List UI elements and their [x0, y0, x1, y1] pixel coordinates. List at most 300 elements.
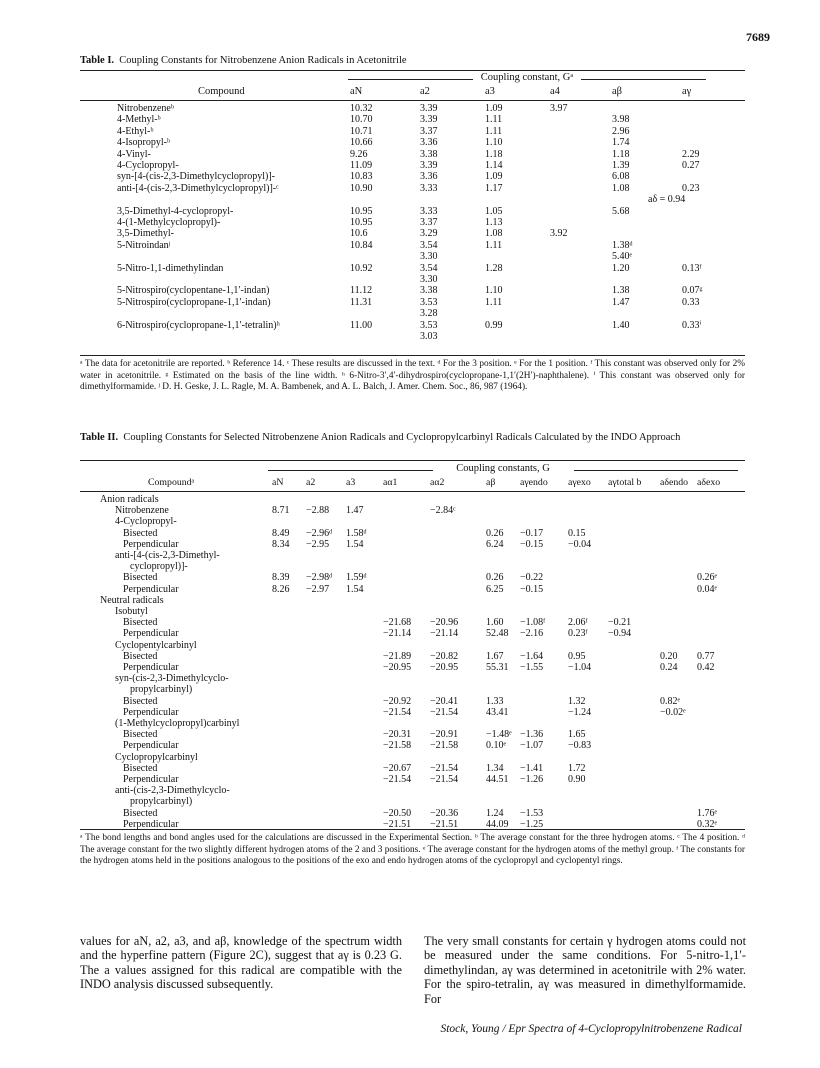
table1-cell: 3.36	[420, 171, 438, 183]
body-right-column: The very small constants for certain γ hydrogen atoms could not be measured under the same conditions. For 5-nitro-1,1′-dimethylindan, aγ was determined in acetonitrile with 2% water. For the spiro-tetralin, aγ was measured in dimethylformamide. For	[424, 934, 746, 1006]
table2-cell: −0.04	[568, 538, 592, 550]
table2-cell: 0.95	[568, 650, 586, 662]
table2-row	[0, 774, 820, 785]
table2-cell: 1.65	[568, 729, 586, 741]
table1-cell: 0.33	[682, 296, 700, 308]
table1-cell: 2.96	[612, 125, 630, 137]
table1-row	[0, 126, 820, 137]
table2-row	[0, 684, 820, 695]
table1-row	[0, 240, 820, 251]
table2-compound: Perpendicular	[123, 538, 179, 550]
table2-cell: 1.72	[568, 762, 586, 774]
table1-cell: 1.38ᵈ	[612, 239, 633, 251]
table1-cell: 10.66	[350, 137, 373, 149]
table2-label: Table II.	[80, 432, 119, 443]
table1-cell: 10.84	[350, 239, 373, 251]
table2-col-header: aN	[272, 477, 284, 488]
table2-cell: 8.34	[272, 538, 290, 550]
table2-cell: 8.39	[272, 572, 290, 584]
table2-row	[0, 584, 820, 595]
table2-cell: −20.95	[430, 662, 459, 673]
table2-row	[0, 662, 820, 673]
table2-cell: 52.48	[486, 628, 509, 640]
table1-cell: 3.33	[420, 205, 438, 217]
table2-header-rule	[80, 491, 745, 492]
table2-cell: −0.22	[520, 572, 544, 584]
table2-row	[0, 752, 820, 763]
table1-compound: 3,5-Dimethyl-	[117, 228, 174, 240]
table1-cell: 10.6	[350, 228, 368, 240]
table2-compound: propylcarbinyl)	[130, 796, 193, 808]
table1-row	[0, 297, 820, 308]
table2-cell: 2.06ᶠ	[568, 617, 588, 629]
table2-cell: −1.08ᶠ	[520, 617, 546, 629]
table1-cell: 3.30	[420, 251, 438, 263]
table1-cell: 3.28	[420, 308, 438, 320]
table2-compound: Cyclopentylcarbinyl	[115, 639, 197, 651]
table1-compound: 3,5-Dimethyl-4-cyclopropyl-	[117, 205, 234, 217]
table1-cell: 3.39	[420, 160, 438, 171]
body-left-column: values for aN, a2, a3, and aβ, knowledge of the spectrum width and the hyperfine pattern (Figure 2C), suggest that aγ is 0.23 G. The a values assigned for this radical are compatible with the INDO analysis discussed subsequently.	[80, 934, 402, 992]
table2-cell: −20.67	[383, 762, 412, 774]
table1-compound: 4-Cyclopropyl-	[117, 160, 179, 171]
table2-cell: −2.16	[520, 628, 544, 640]
table2-cell: −1.48ᵉ	[486, 729, 512, 741]
table1-cell: 11.00	[350, 319, 373, 331]
table1-cell: 3.38	[420, 285, 438, 297]
table2-compound: Bisected	[123, 650, 158, 662]
table1-compound: 4-Vinyl-	[117, 148, 151, 160]
table1-row	[0, 160, 820, 171]
table2-cell: −1.26	[520, 774, 544, 785]
table2-cell: −0.02ᵉ	[660, 706, 686, 718]
table1-row	[0, 137, 820, 148]
table1-footnote: ᵃ The data for acetonitrile are reported. ᵇ Reference 14. ᶜ These results are discussed in the text. ᵈ For the 3 position. ᵉ For the 1 position. ᶠ This constant was observed only for 2% water in acetonitrile. ᵍ Estimated on the basis of the line width. ʰ 6-Nitro-3′,4′-dihydrospiro(cyclopropane-1,1′(2H′)-naphthalene). ⁱ This constant was observed only for dimethylformamide. ʲ D. H. Geske, J. L. Ragle, M. A. Bambenek, and A. L. Balch, J. Amer. Chem. Soc., 86, 987 (1964).	[80, 359, 745, 392]
table2-cell: 1.59ᵈ	[346, 572, 367, 584]
table2-compound: 4-Cyclopropyl-	[115, 516, 177, 528]
table1-cell: 0.99	[485, 319, 503, 331]
table1-cell: 1.38	[612, 285, 630, 297]
table2-compound: Bisected	[123, 762, 158, 774]
table2-cell: −21.54	[430, 774, 459, 785]
table1-row	[0, 183, 820, 194]
table1-row	[0, 308, 820, 319]
table2-cell: 1.47	[346, 505, 364, 517]
table2-cell: −20.41	[430, 695, 459, 707]
table1-caption-text: Coupling Constants for Nitrobenzene Anion Radicals in Acetonitrile	[119, 55, 407, 66]
table1-row	[0, 194, 820, 205]
table2-cell: −1.64	[520, 650, 544, 662]
table2-row	[0, 707, 820, 718]
table1-cell: 1.09	[485, 103, 503, 114]
table2-compound: Perpendicular	[123, 628, 179, 640]
table1-caption	[80, 55, 750, 67]
table2-cell: 43.41	[486, 706, 509, 718]
table2-row	[0, 808, 820, 819]
table2-cell: 0.90	[568, 774, 586, 785]
table1-compound: syn-[4-(cis-2,3-Dimethylcyclopropyl)]-	[117, 171, 276, 183]
table2-cell: −2.98ᵈ	[306, 572, 333, 584]
table2-cell: 1.24	[486, 807, 504, 819]
table1-compound: Nitrobenzeneᵇ	[117, 103, 174, 114]
table2-cell: −1.04	[568, 662, 592, 673]
table2-compound: Perpendicular	[123, 740, 179, 752]
table1-row	[0, 251, 820, 262]
table1-cell: 1.11	[485, 125, 503, 137]
table1-cell: 1.17	[485, 182, 503, 194]
table2-col-header: aα1	[383, 477, 398, 488]
table1-cell: 1.09	[485, 171, 503, 183]
table2-col-header: a3	[346, 477, 356, 488]
table2-cell: 1.32	[568, 695, 586, 707]
table2-caption	[80, 432, 750, 444]
table2-cell: 0.77	[697, 650, 715, 662]
table1-cell: 1.14	[485, 160, 503, 171]
table2-row	[0, 528, 820, 539]
table1-cell: 1.18	[485, 148, 503, 160]
table1-row	[0, 206, 820, 217]
table1-cell: 10.70	[350, 114, 373, 126]
table1-cell: 10.90	[350, 182, 373, 194]
table1-cell: 11.31	[350, 296, 373, 308]
table1-cell: 1.39	[612, 160, 630, 171]
table2-cell: −21.54	[430, 706, 459, 718]
table1-cell: 11.09	[350, 160, 373, 171]
table1-cell: 3.39	[420, 103, 438, 114]
table2-compound: Cyclopropylcarbinyl	[115, 751, 198, 763]
table2-cell: 0.26	[486, 572, 504, 584]
table1-col-header: aN	[350, 86, 363, 97]
table1-cell: 2.29	[682, 148, 700, 160]
table1-header-rule	[80, 100, 745, 101]
table2-cell: −21.58	[383, 740, 412, 752]
table1-group-header: Coupling constant, Gᵃ	[348, 72, 706, 83]
table1-row	[0, 171, 820, 182]
table1-cell: 10.92	[350, 262, 373, 274]
table2-col-header: a2	[306, 477, 316, 488]
table1-cell: 1.10	[485, 285, 503, 297]
table2-cell: −21.54	[430, 762, 459, 774]
table1-cell: 3.39	[420, 114, 438, 126]
table1-cell: 1.40	[612, 319, 630, 331]
table1-col-header: a3	[485, 86, 495, 97]
table2-col-header: aα2	[430, 477, 445, 488]
table2-cell: 1.33	[486, 695, 504, 707]
table2-cell: −20.91	[430, 729, 459, 741]
table2-compound: syn-(cis-2,3-Dimethylcyclo-	[115, 673, 229, 685]
table1-cell: 1.08	[485, 228, 503, 240]
table1-cell: 3.53	[420, 319, 438, 331]
table1-cell: aδ = 0.94	[648, 194, 686, 206]
table2-col-header: aγexo	[568, 477, 591, 488]
table2-col-header: aγtotal b	[608, 477, 642, 488]
table2-compound: Bisected	[123, 617, 158, 629]
table2-cell: −1.24	[568, 706, 592, 718]
table1-compound: 4-Methyl-ᵇ	[117, 114, 161, 126]
table2-compound: Anion radicals	[100, 494, 159, 505]
table1-cell: 1.05	[485, 205, 503, 217]
table2-cell: −0.21	[608, 617, 632, 629]
table1-cell: 1.13	[485, 217, 503, 228]
table2-col-header: aβ	[486, 477, 496, 488]
table1-cell: 1.20	[612, 262, 630, 274]
table2-compound: Perpendicular	[123, 706, 179, 718]
table2-compound: anti-[4-(cis-2,3-Dimethyl-	[115, 550, 220, 561]
table2-cell: 1.67	[486, 650, 504, 662]
table2-col-header: aδexo	[697, 477, 721, 488]
table1-cell: 1.28	[485, 262, 503, 274]
table2-row	[0, 505, 820, 516]
table2-row	[0, 494, 820, 505]
table2-cell: −20.82	[430, 650, 459, 662]
table1-cell: 3.53	[420, 296, 438, 308]
table2-compound: Perpendicular	[123, 774, 179, 785]
table1-row	[0, 263, 820, 274]
table2-compound: Bisected	[123, 572, 158, 584]
table2-cell: −0.94	[608, 628, 632, 640]
table2-row	[0, 729, 820, 740]
table1-cell: 0.33ⁱ	[682, 319, 702, 331]
table2-row	[0, 640, 820, 651]
table2-cell: −20.50	[383, 807, 412, 819]
table1-row	[0, 228, 820, 239]
table2-compound: Bisected	[123, 729, 158, 741]
table2-cell: 6.25	[486, 583, 504, 595]
table2-cell: −21.68	[383, 617, 412, 629]
table2-cell: −21.14	[430, 628, 459, 640]
table1-cell: 3.37	[420, 217, 438, 228]
table1-cell: 0.13ᶠ	[682, 262, 702, 274]
table2-cell: 44.51	[486, 774, 509, 785]
table2-cell: −1.36	[520, 729, 544, 741]
table2-group-header: Coupling constants, G	[268, 463, 738, 474]
table2-row	[0, 696, 820, 707]
table2-cell: 1.76ᵉ	[697, 807, 718, 819]
table1-col-header: aβ	[612, 86, 623, 97]
table2-cell: −21.51	[383, 818, 412, 830]
table2-row	[0, 796, 820, 807]
table2-cell: −2.97	[306, 583, 330, 595]
table1-cell: 3.92	[550, 228, 568, 240]
table2-row	[0, 785, 820, 796]
table2-cell: −1.25	[520, 818, 544, 830]
table2-compound: Bisected	[123, 807, 158, 819]
table1-cell: 10.95	[350, 205, 373, 217]
table1-col-header: a4	[550, 86, 560, 97]
table2-cell: 44.09	[486, 818, 509, 830]
table2-cell: 6.24	[486, 538, 504, 550]
table2-cell: 1.54	[346, 538, 364, 550]
table2-cell: −1.07	[520, 740, 544, 752]
table2-cell: 1.60	[486, 617, 504, 629]
table1-row	[0, 103, 820, 114]
table1-cell: 11.12	[350, 285, 373, 297]
table1-row	[0, 285, 820, 296]
table2-cell: 55.31	[486, 662, 509, 673]
table2-compound: Neutral radicals	[100, 594, 164, 606]
table2-row	[0, 595, 820, 606]
table2-row	[0, 606, 820, 617]
table2-col-header: aδendo	[660, 477, 689, 488]
table2-cell: −20.96	[430, 617, 459, 629]
table1-bottom-rule	[80, 355, 745, 356]
table2-cell: −21.58	[430, 740, 459, 752]
table2-cell: −20.36	[430, 807, 459, 819]
table2-cell: 8.49	[272, 527, 290, 539]
table1-cell: 3.98	[612, 114, 630, 126]
table2-cell: 0.26ᵉ	[697, 572, 718, 584]
table1-cell: 1.47	[612, 296, 630, 308]
table2-cell: −1.41	[520, 762, 544, 774]
table2-cell: −20.92	[383, 695, 412, 707]
table2-cell: −2.95	[306, 538, 330, 550]
table2-cell: −2.84ᶜ	[430, 505, 456, 517]
table1-cell: 10.83	[350, 171, 373, 183]
table1-col-header: aγ	[682, 86, 692, 97]
table2-compound: Perpendicular	[123, 583, 179, 595]
table1-col-header: a2	[420, 86, 430, 97]
table1-cell: 1.11	[485, 296, 503, 308]
table1-cell: 3.97	[550, 103, 568, 114]
table2-top-rule	[80, 460, 745, 461]
table1-cell: 10.95	[350, 217, 373, 228]
table2-cell: −2.96ᵈ	[306, 527, 333, 539]
table2-cell: −0.15	[520, 583, 544, 595]
table1-cell: 1.74	[612, 137, 630, 149]
table1-top-rule	[80, 70, 745, 71]
table2-cell: −20.31	[383, 729, 412, 741]
table1-cell: 0.27	[682, 160, 700, 171]
table1-cell: 3.54	[420, 239, 438, 251]
table1-row	[0, 114, 820, 125]
table2-cell: 1.34	[486, 762, 504, 774]
table1-compound: 4-(1-Methylcyclopropyl)-	[117, 217, 221, 228]
table1-cell: 1.11	[485, 239, 503, 251]
table2-row	[0, 673, 820, 684]
table1-compound: anti-[4-(cis-2,3-Dimethylcyclopropyl)]-ᶜ	[117, 182, 279, 194]
table1-cell: 5.40ᵉ	[612, 251, 633, 263]
table1-compound: 5-Nitroindanʲ	[117, 239, 171, 251]
table2-cell: 0.04ᵉ	[697, 583, 718, 595]
table1-compound: 4-Isopropyl-ᵇ	[117, 137, 171, 149]
table2-cell: −0.15	[520, 538, 544, 550]
table2-row	[0, 740, 820, 751]
table1-cell: 1.18	[612, 148, 630, 160]
table1-cell: 1.10	[485, 137, 503, 149]
table2-col-header: Compoundᵃ	[148, 477, 195, 488]
table2-compound: Perpendicular	[123, 662, 179, 673]
table2-compound: Nitrobenzene	[115, 505, 169, 517]
table2-cell: −0.17	[520, 527, 544, 539]
running-footer: Stock, Young / Epr Spectra of 4-Cyclopropylnitrobenzene Radical	[440, 1023, 742, 1035]
table1-compound: 5-Nitrospiro(cyclopentane-1,1′-indan)	[117, 285, 270, 297]
table2-row	[0, 628, 820, 639]
table2-row	[0, 539, 820, 550]
table2-row	[0, 561, 820, 572]
table2-cell: −21.54	[383, 774, 412, 785]
table2-compound: Isobutyl	[115, 606, 148, 617]
table1-cell: 3.29	[420, 228, 438, 240]
table2-cell: 8.71	[272, 505, 290, 517]
table1-cell: 3.37	[420, 125, 438, 137]
table1-cell: 10.71	[350, 125, 373, 137]
table2-compound: Bisected	[123, 695, 158, 707]
table2-cell: −21.51	[430, 818, 459, 830]
table2-compound: Perpendicular	[123, 818, 179, 830]
table2-cell: 1.54	[346, 583, 364, 595]
table2-cell: −1.53	[520, 807, 544, 819]
table2-cell: 0.23ᶠ	[568, 628, 588, 640]
table2-compound: propylcarbinyl)	[130, 684, 193, 696]
table1-cell: 3.38	[420, 148, 438, 160]
table2-row	[0, 572, 820, 583]
table2-row	[0, 651, 820, 662]
table1-cell: 1.11	[485, 114, 503, 126]
table2-compound: anti-(cis-2,3-Dimethylcyclo-	[115, 785, 230, 797]
table1-cell: 3.36	[420, 137, 438, 149]
table1-col-header: Compound	[198, 86, 245, 97]
table2-cell: −21.54	[383, 706, 412, 718]
table1-row	[0, 320, 820, 331]
table2-row	[0, 617, 820, 628]
table1-compound: 4-Ethyl-ᵇ	[117, 125, 154, 137]
table2-cell: −2.88	[306, 505, 330, 517]
table2-cell: 0.15	[568, 527, 586, 539]
table1-cell: 3.33	[420, 182, 438, 194]
table2-cell: 8.26	[272, 583, 290, 595]
table1-compound: 5-Nitro-1,1-dimethylindan	[117, 262, 224, 274]
table2-row	[0, 516, 820, 527]
table1-cell: 10.32	[350, 103, 373, 114]
table1-cell: 1.08	[612, 182, 630, 194]
table2-cell: 1.58ᵈ	[346, 527, 367, 539]
table1-row	[0, 217, 820, 228]
table2-col-header: aγendo	[520, 477, 548, 488]
table2-cell: 0.20	[660, 650, 678, 662]
table1-compound: 6-Nitrospiro(cyclopropane-1,1′-tetralin)ʰ	[117, 319, 280, 331]
table2-cell: 0.10ᵉ	[486, 740, 507, 752]
table1-cell: 0.23	[682, 182, 700, 194]
table1-row	[0, 149, 820, 160]
table2-cell: −20.95	[383, 662, 412, 673]
table2-cell: −21.89	[383, 650, 412, 662]
table1-cell: 3.54	[420, 262, 438, 274]
table2-cell: 0.26	[486, 527, 504, 539]
table1-cell: 6.08	[612, 171, 630, 183]
table2-cell: −1.55	[520, 662, 544, 673]
table1-row	[0, 274, 820, 285]
table2-compound: (1-Methylcyclopropyl)carbinyl	[115, 718, 240, 729]
table2-cell: −21.14	[383, 628, 412, 640]
table2-row	[0, 718, 820, 729]
table1-cell: 9.26	[350, 148, 368, 160]
table2-caption-text: Coupling Constants for Selected Nitrobenzene Anion Radicals and Cyclopropylcarbinyl Radicals Calculated by the INDO Approach	[123, 432, 681, 443]
table2-cell: 0.24	[660, 662, 678, 673]
table1-cell: 5.68	[612, 205, 630, 217]
table1-cell: 0.07ᵍ	[682, 285, 703, 297]
table2-cell: 0.82ᵉ	[660, 695, 681, 707]
table1-row	[0, 331, 820, 342]
table2-cell: 0.42	[697, 662, 715, 673]
table2-row	[0, 763, 820, 774]
table2-footnote: ᵃ The bond lengths and bond angles used for the calculations are discussed in the Experimental Section. ᵇ The average constant for the three hydrogen atoms. ᶜ The 4 position. ᵈ The average constant for the two slightly different hydrogen atoms of the 2 and 3 positions. ᵉ The average constant for the hydrogen atoms of the methyl group. ᶠ The constants for the hydrogen atoms held in the positions analogous to the positions of the exo and endo hydrogen atoms of the cyclopropyl and cyclopentyl rings.	[80, 833, 745, 866]
table1-label: Table I.	[80, 55, 115, 66]
table2-compound: cyclopropyl)]-	[130, 561, 188, 573]
page-number: 7689	[746, 30, 770, 44]
table2-cell: 0.32ᵉ	[697, 818, 718, 830]
table1-cell: 3.30	[420, 274, 438, 285]
table2-bottom-rule	[80, 829, 745, 830]
